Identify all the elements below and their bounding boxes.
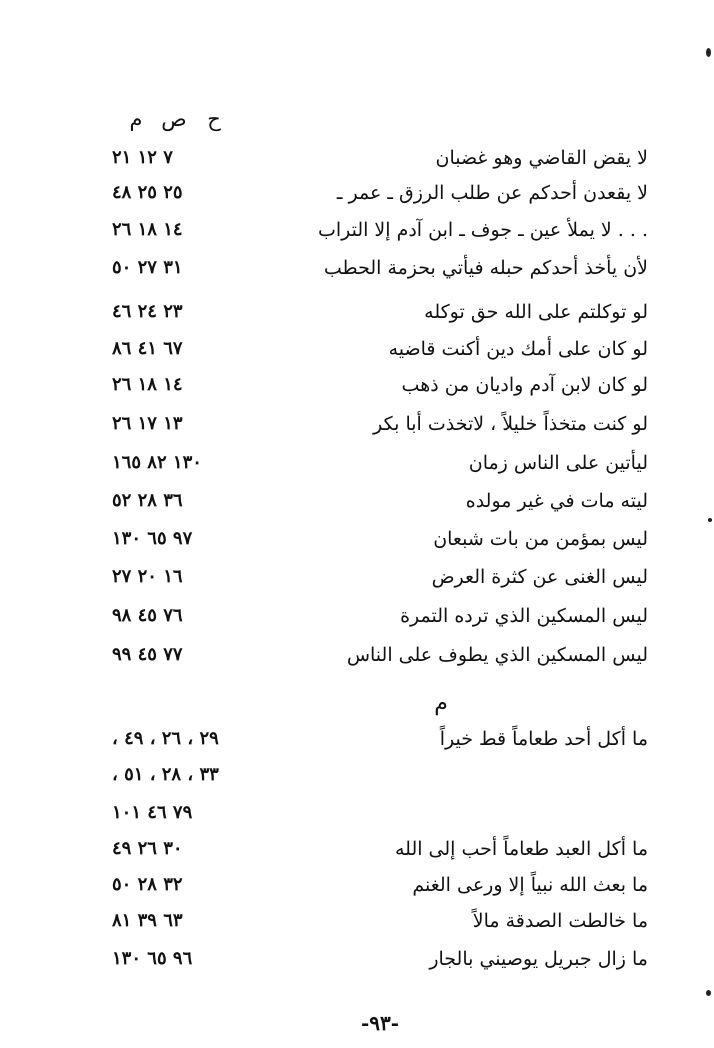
reference-numbers: ٢٩ ، ٢٦ ، ٤٩ ، [112, 728, 219, 749]
index-row [0, 758, 714, 792]
hadith-text: ما زال جبريل يوصيني بالجار [429, 948, 648, 970]
scan-mark [706, 990, 711, 996]
reference-numbers: ٦٣ ٣٩ ٨١ [112, 910, 183, 931]
hadith-text: ليته مات في غير مولده [465, 490, 648, 512]
hadith-text: لا يقعدن أحدكم عن طلب الرزق ـ عمر ـ [336, 182, 648, 204]
reference-numbers: ٣١ ٢٧ ٥٠ [112, 257, 183, 278]
reference-numbers: ٣٣ ، ٢٨ ، ٥١ ، [112, 764, 219, 785]
column-header-hadith: ح [207, 107, 221, 131]
hadith-text: ما أكل أحد طعاماً قط خيراً [439, 728, 648, 750]
hadith-text: ليس المسكين الذي ترده التمرة [400, 605, 648, 627]
index-row [0, 722, 714, 756]
reference-numbers: ٦٧ ٤١ ٨٦ [112, 338, 183, 359]
section-letter: م [434, 691, 448, 716]
hadith-text: ليس بمؤمن من بات شبعان [433, 528, 648, 550]
reference-numbers: ٣٦ ٢٨ ٥٢ [112, 490, 183, 511]
hadith-text: لو كنت متخذاً خليلاً ، لاتخذت أبا بكر [373, 413, 648, 435]
hadith-text: ما بعث الله نبياً إلا ورعى الغنم [412, 874, 648, 896]
column-header-m: م [129, 107, 143, 131]
index-row [0, 942, 714, 976]
reference-numbers: ١٤ ١٨ ٢٦ [112, 374, 183, 395]
hadith-text: ليأتين على الناس زمان [468, 452, 648, 474]
reference-numbers: ٢٥ ٢٥ ٤٨ [112, 182, 183, 203]
index-row [0, 832, 714, 866]
index-row [0, 332, 714, 366]
index-row [0, 484, 714, 518]
index-row [0, 446, 714, 480]
index-row [0, 599, 714, 633]
hadith-text: لأن يأخذ أحدكم حبله فيأتي بحزمة الحطب [323, 257, 648, 279]
reference-numbers: ٧٩ ٤٦ ١٠١ [112, 802, 193, 823]
index-row [0, 251, 714, 285]
reference-numbers: ٣٢ ٢٨ ٥٠ [112, 874, 183, 895]
hadith-text: لو كان على أمك دين أكنت قاضيه [388, 338, 648, 360]
hadith-text: . . . لا يملأ عين ـ جوف ـ ابن آدم إلا التراب [317, 219, 648, 241]
index-row [0, 796, 714, 830]
hadith-text: ما خالطت الصدقة مالاً [472, 910, 648, 932]
index-row [0, 141, 714, 175]
reference-numbers: ٩٦ ٦٥ ١٣٠ [112, 948, 193, 969]
index-row [0, 176, 714, 210]
reference-numbers: ٧٧ ٤٥ ٩٩ [112, 644, 183, 665]
reference-numbers: ٩٧ ٦٥ ١٣٠ [112, 528, 193, 549]
reference-numbers: ١٣٠ ٨٢ ١٦٥ [112, 452, 202, 473]
index-row [0, 407, 714, 441]
index-row [0, 368, 714, 402]
hadith-text: لو توكلتم على الله حق توكله [424, 301, 648, 323]
column-header-page: ص [161, 107, 187, 131]
reference-numbers: ٧ ١٢ ٢١ [112, 147, 173, 168]
index-row [0, 868, 714, 902]
index-row [0, 522, 714, 556]
hadith-text: ليس الغنى عن كثرة العرض [431, 566, 648, 588]
index-row [0, 560, 714, 594]
hadith-text: ليس المسكين الذي يطوف على الناس [346, 644, 648, 666]
scan-mark [706, 48, 711, 57]
index-row [0, 904, 714, 938]
hadith-text: لو كان لابن آدم واديان من ذهب [401, 374, 648, 396]
hadith-text: ما أكل العبد طعاماً أحب إلى الله [394, 838, 648, 860]
reference-numbers: ١٦ ٢٠ ٢٧ [112, 566, 183, 587]
scan-mark [708, 518, 712, 522]
index-row [0, 638, 714, 672]
index-row [0, 213, 714, 247]
reference-numbers: ١٤ ١٨ ٢٦ [112, 219, 183, 240]
reference-numbers: ٣٠ ٢٦ ٤٩ [112, 838, 183, 859]
reference-numbers: ١٣ ١٧ ٢٦ [112, 413, 183, 434]
hadith-text: لا يقض القاضي وهو غضبان [435, 147, 648, 169]
reference-numbers: ٢٣ ٢٤ ٤٦ [112, 301, 183, 322]
reference-numbers: ٧٦ ٤٥ ٩٨ [112, 605, 183, 626]
page-number: -٩٣- [360, 1011, 400, 1035]
index-row [0, 295, 714, 329]
